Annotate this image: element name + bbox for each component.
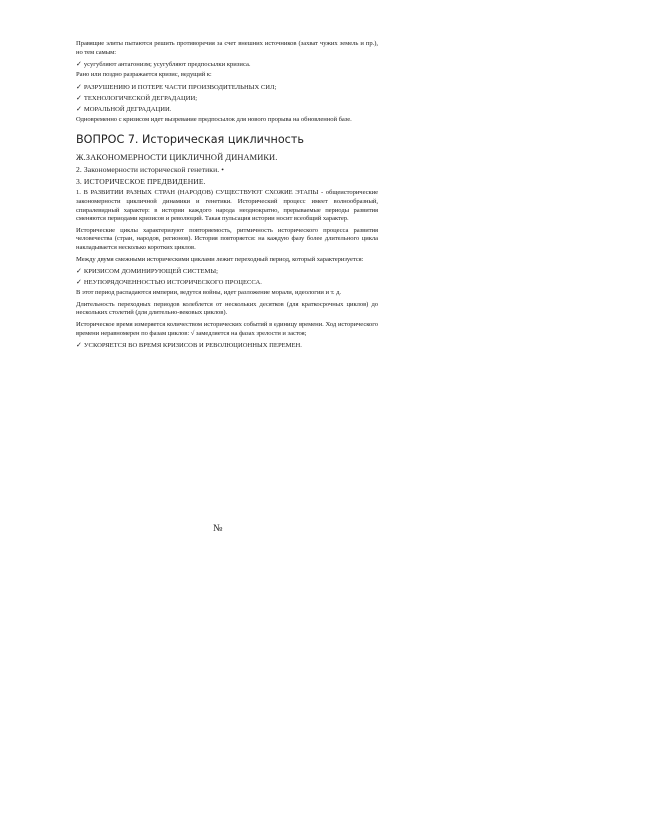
section-heading: ВОПРОС 7. Историческая цикличность (76, 133, 304, 147)
crisis-paragraph: Рано или поздно разражается кризис, ведущий к: (76, 71, 212, 79)
body-paragraph-2: Исторические циклы характеризуют повторяемость, ритмичность исторического процесса развития человечества (стран, народов, регионов). История повторяется: на каждую фазу более длительного цикла накладывается несколько коротких циклов. (76, 226, 378, 251)
check-item-text: НЕУПОРЯДОЧЕННОСТЬЮ ИСТОРИЧЕСКОГО ПРОЦЕССА. (83, 279, 262, 287)
check-item (76, 83, 378, 92)
check-item-text: КРИЗИСОМ ДОМИНИРУЮЩЕЙ СИСТЕМЫ; (83, 268, 218, 276)
check-item (76, 278, 378, 287)
check-mark-icon: ✓ (76, 267, 82, 276)
check-item (76, 267, 378, 276)
body-paragraph-5: Длительность переходных периодов колеблется от нескольких десятков (для краткосрочных циклов) до нескольких столетий (для длительно-вековых циклов). (76, 300, 378, 317)
check-item-text: РАЗРУШЕНИЮ И ПОТЕРЕ ЧАСТИ ПРОИЗВОДИТЕЛЬНЫХ СИЛ; (83, 83, 277, 91)
check-mark-icon: ✓ (76, 60, 82, 69)
check-item (76, 94, 378, 103)
check-item-text: усугубляют антагонизм; усугубляют предпосылки кризиса. (83, 61, 251, 69)
page-number: № (213, 523, 223, 534)
subheading-1: Ж.ЗАКОНОМЕРНОСТИ ЦИКЛИЧНОЙ ДИНАМИКИ. (76, 153, 278, 163)
check-mark-icon: ✓ (76, 82, 82, 91)
body-paragraph-4: В этот период распадаются империи, ведутся войны, идет разложение морали, идеологии и т. д. (76, 289, 342, 297)
check-mark-icon: ✓ (76, 278, 82, 287)
document-page (76, 40, 378, 352)
check-item-text: ТЕХНОЛОГИЧЕСКОЙ ДЕГРАДАЦИИ; (83, 94, 198, 102)
check-item-text: МОРАЛЬНОЙ ДЕГРАДАЦИИ. (83, 105, 172, 113)
body-paragraph-6: Историческое время измеряется количеством исторических событий в единицу времени. Ход исторического времени неравномерен по фазам циклов: √ замедляется на фазах зрелости и застоя; (76, 320, 378, 337)
intro-paragraph: Правящие элиты пытаются решить противоречия за счет внешних источников (захват чужих земель и пр.), но тем самым: (76, 40, 378, 56)
check-item (76, 105, 378, 114)
body-paragraph-3: Между двумя смежными историческими циклами лежит переходный период, который характеризуется: (76, 255, 364, 263)
simultaneous-paragraph: Одновременно с кризисом идет вызревание предпосылок для нового прорыва на обновленной базе. (76, 115, 352, 123)
check-item (76, 60, 378, 69)
check-mark-icon: ✓ (76, 93, 82, 102)
check-mark-icon: ✓ (76, 341, 82, 350)
check-mark-icon: ✓ (76, 104, 82, 113)
subheading-2: 2. Закономерности исторической генетики. • (76, 165, 224, 175)
check-item (76, 341, 378, 350)
subheading-3: 3. ИСТОРИЧЕСКОЕ ПРЕДВИДЕНИЕ. (76, 177, 206, 187)
check-item-text: УСКОРЯЕТСЯ ВО ВРЕМЯ КРИЗИСОВ И РЕВОЛЮЦИОННЫХ ПЕРЕМЕН. (83, 342, 302, 350)
body-paragraph-1: 1. В РАЗВИТИИ РАЗНЫХ СТРАН (НАРОДОВ) СУЩЕСТВУЮТ СХОЖИЕ ЭТАПЫ - общеисторические закономерности цикличной динамики и генетики. Исторический процесс имеет волнообразный, спиралевидный характер: в истории каждого народа неоднократно, прерываемые периоды развития сменяются периодами кризисов и революций. Такая пульсация истории носит всеобщий характер. (76, 189, 378, 223)
